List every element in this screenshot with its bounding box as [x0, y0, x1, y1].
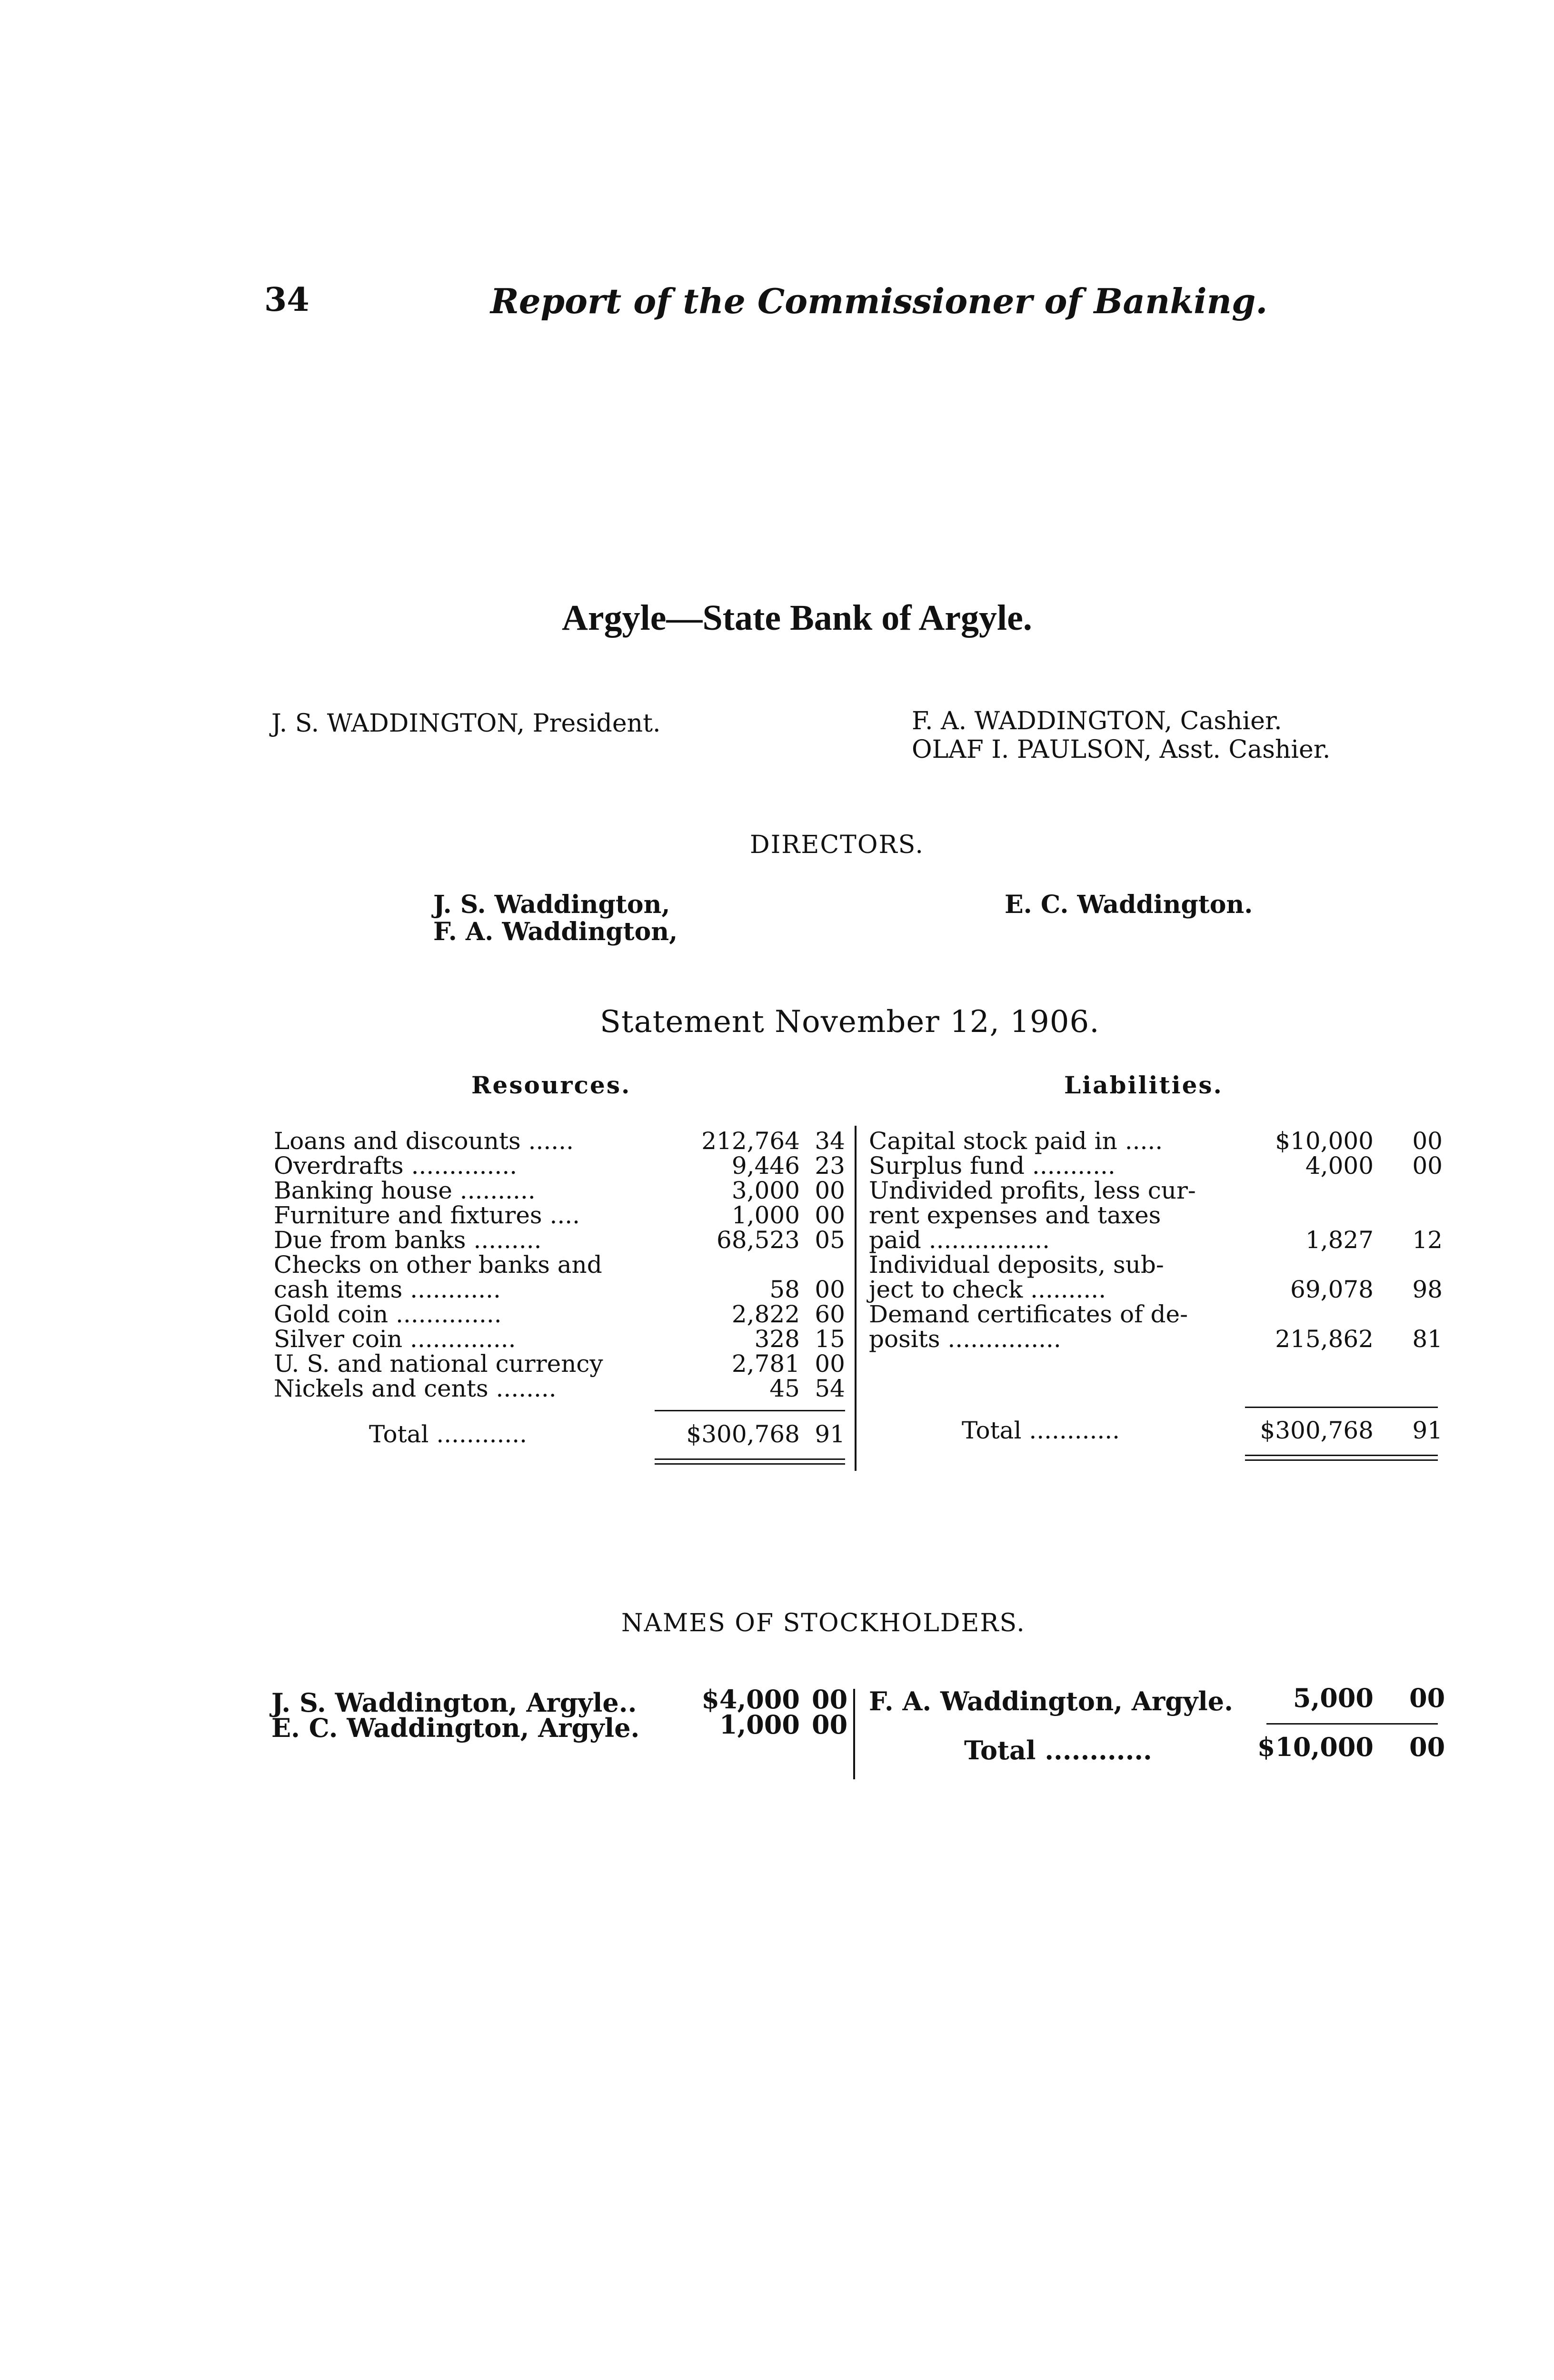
stockholder-cents: 00 — [1409, 1683, 1445, 1713]
resource-amount: 3,000 — [731, 1177, 800, 1204]
resources-total-cents: 91 — [815, 1420, 845, 1448]
resource-cents: 00 — [815, 1177, 845, 1204]
stockholder-amount: 1,000 — [719, 1709, 800, 1740]
statement-title: Statement November 12, 1906. — [600, 1004, 1100, 1040]
liabilities-total-cents: 91 — [1412, 1417, 1443, 1444]
resource-label: Checks on other banks and — [274, 1251, 602, 1279]
stockholder-name: J. S. Waddington, Argyle.. — [271, 1687, 637, 1718]
stockholder-name: E. C. Waddington, Argyle. — [271, 1713, 640, 1743]
resource-amount: 68,523 — [717, 1226, 800, 1254]
liability-amount: 215,862 — [1275, 1325, 1374, 1353]
stockholder-cents: 00 — [812, 1709, 848, 1740]
resource-label: Gold coin .............. — [274, 1300, 502, 1328]
liability-amount: $10,000 — [1275, 1127, 1374, 1155]
president: J. S. WADDINGTON, President. — [271, 709, 661, 738]
liability-label: ject to check .......... — [869, 1276, 1106, 1303]
liability-label: posits ............... — [869, 1325, 1061, 1353]
assistant-cashier: OLAF I. PAULSON, Asst. Cashier. — [912, 735, 1331, 764]
resource-cents: 34 — [815, 1127, 845, 1155]
liability-cents: 81 — [1412, 1325, 1443, 1353]
liability-cents: 00 — [1412, 1127, 1443, 1155]
director-name: E. C. Waddington. — [1005, 890, 1253, 919]
bank-title: Argyle—State Bank of Argyle. — [562, 598, 1032, 638]
liability-label: Demand certificates of de- — [869, 1300, 1188, 1328]
resource-cents: 00 — [815, 1201, 845, 1229]
liability-cents: 00 — [1412, 1152, 1443, 1180]
resource-amount: 1,000 — [731, 1201, 800, 1229]
resource-label: Overdrafts .............. — [274, 1152, 518, 1180]
resource-cents: 00 — [815, 1276, 845, 1303]
stockholders-total-label: Total ............ — [964, 1735, 1152, 1765]
resource-cents: 00 — [815, 1350, 845, 1378]
column-divider — [855, 1126, 857, 1471]
liability-label: paid ................ — [869, 1226, 1050, 1254]
resource-amount: 58 — [769, 1276, 800, 1303]
stockholder-cents: 00 — [812, 1684, 848, 1715]
stockholders-heading: NAMES OF STOCKHOLDERS. — [621, 1609, 1026, 1637]
liability-amount: 4,000 — [1305, 1152, 1374, 1180]
liabilities-double-rule — [1245, 1455, 1438, 1456]
resource-label: Loans and discounts ...... — [274, 1127, 574, 1155]
running-head: Report of the Commissioner of Banking. — [490, 281, 1268, 321]
liabilities-total-label: Total ............ — [962, 1417, 1120, 1444]
stockholders-divider — [853, 1689, 855, 1779]
resources-total-rule — [655, 1410, 845, 1411]
liability-cents: 98 — [1412, 1276, 1443, 1303]
liability-label: Surplus fund ........... — [869, 1152, 1116, 1180]
stockholders-total-rule — [1266, 1723, 1438, 1725]
director-name: F. A. Waddington, — [433, 917, 678, 946]
resource-cents: 05 — [815, 1226, 845, 1254]
director-name: J. S. Waddington, — [433, 890, 670, 919]
stockholder-amount: $4,000 — [701, 1684, 800, 1715]
resource-cents: 23 — [815, 1152, 845, 1180]
resources-double-rule — [655, 1463, 845, 1465]
liability-label: Undivided profits, less cur- — [869, 1177, 1196, 1204]
liabilities-heading: Liabilities. — [1064, 1071, 1223, 1099]
resources-total-amount: $300,768 — [686, 1420, 800, 1448]
liability-cents: 12 — [1412, 1226, 1443, 1254]
resource-label: cash items ............ — [274, 1276, 501, 1303]
resource-cents: 54 — [815, 1375, 845, 1402]
directors-heading: DIRECTORS. — [750, 831, 924, 859]
resources-double-rule — [655, 1458, 845, 1460]
liability-label: rent expenses and taxes — [869, 1201, 1161, 1229]
liability-label: Individual deposits, sub- — [869, 1251, 1164, 1279]
resource-cents: 15 — [815, 1325, 845, 1353]
stockholder-name: F. A. Waddington, Argyle. — [869, 1686, 1233, 1716]
resource-label: Banking house .......... — [274, 1177, 536, 1204]
resource-cents: 60 — [815, 1300, 845, 1328]
resources-heading: Resources. — [471, 1071, 631, 1099]
resource-amount: 328 — [754, 1325, 800, 1353]
cashier: F. A. WADDINGTON, Cashier. — [912, 707, 1282, 735]
liabilities-double-rule — [1245, 1459, 1438, 1461]
resource-label: Silver coin .............. — [274, 1325, 516, 1353]
resource-label: U. S. and national currency — [274, 1350, 603, 1378]
resource-label: Furniture and fixtures .... — [274, 1201, 580, 1229]
resource-label: Nickels and cents ........ — [274, 1375, 557, 1402]
liability-label: Capital stock paid in ..... — [869, 1127, 1163, 1155]
liability-amount: 69,078 — [1290, 1276, 1374, 1303]
resource-amount: 212,764 — [701, 1127, 800, 1155]
page-number: 34 — [264, 281, 309, 319]
liability-amount: 1,827 — [1305, 1226, 1374, 1254]
stockholders-total-cents: 00 — [1409, 1732, 1445, 1762]
liabilities-total-rule — [1245, 1407, 1438, 1408]
resource-amount: 9,446 — [731, 1152, 800, 1180]
resource-amount: 2,781 — [731, 1350, 800, 1378]
resource-label: Due from banks ......... — [274, 1226, 542, 1254]
resource-amount: 2,822 — [731, 1300, 800, 1328]
resources-total-label: Total ............ — [369, 1420, 528, 1448]
stockholder-amount: 5,000 — [1293, 1683, 1374, 1713]
liabilities-total-amount: $300,768 — [1260, 1417, 1374, 1444]
stockholders-total-amount: $10,000 — [1257, 1732, 1374, 1762]
resource-amount: 45 — [769, 1375, 800, 1402]
